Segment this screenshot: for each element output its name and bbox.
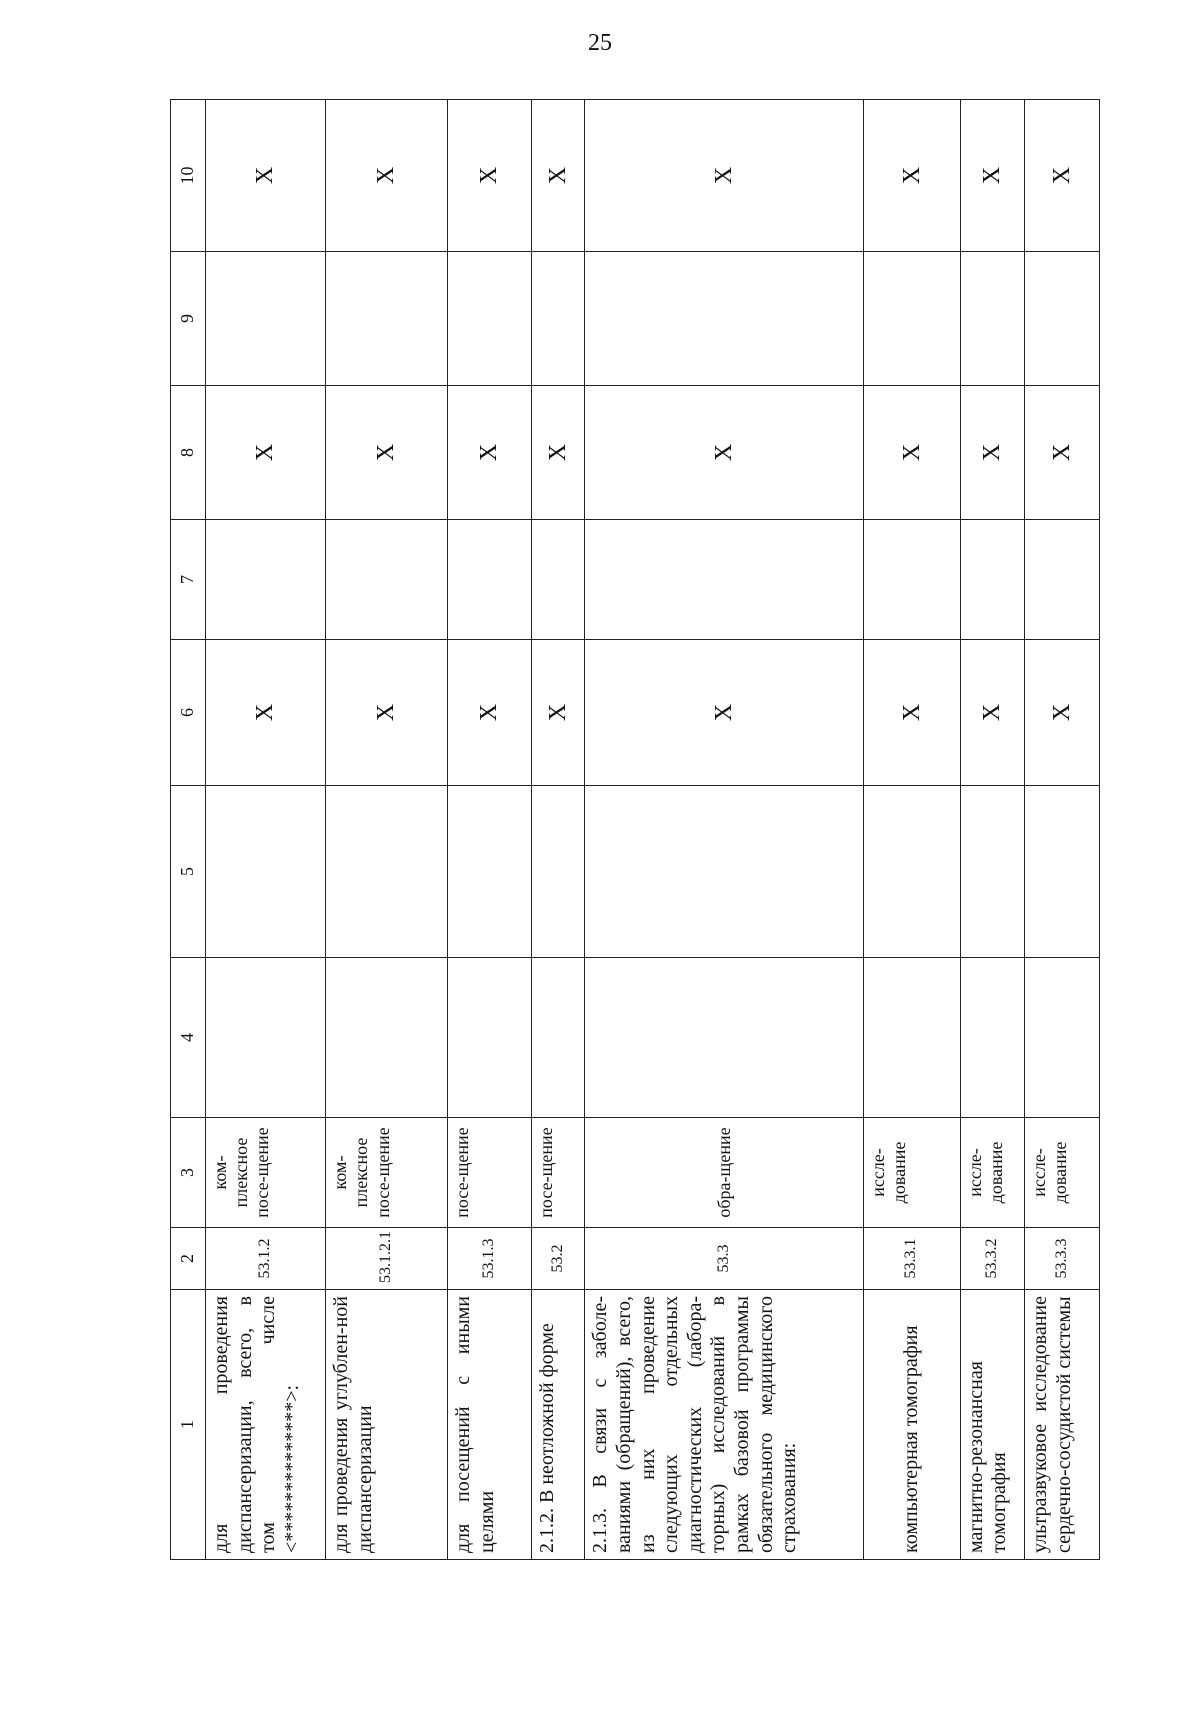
column-number-row — [171, 100, 206, 1560]
row-code: 53.1.2 — [206, 1228, 326, 1290]
page-number: 25 — [588, 30, 612, 56]
column-header: 7 — [171, 520, 206, 640]
column-header: 9 — [171, 252, 206, 386]
cell-col4 — [531, 958, 585, 1118]
row-code: 53.2 — [531, 1228, 585, 1290]
cell-col5 — [960, 786, 1024, 958]
cell-col6: X — [1024, 640, 1099, 786]
cell-col8: X — [585, 386, 864, 520]
cell-col4 — [326, 958, 448, 1118]
column-header: 5 — [171, 786, 206, 958]
cell-col7 — [448, 520, 532, 640]
table-row — [1024, 100, 1099, 1560]
cell-col9 — [326, 252, 448, 386]
cell-col10: X — [1024, 100, 1099, 252]
row-unit: иссле-дование — [864, 1118, 960, 1228]
cell-col4 — [960, 958, 1024, 1118]
row-code: 53.1.2.1 — [326, 1228, 448, 1290]
cell-col6: X — [864, 640, 960, 786]
cell-col10: X — [960, 100, 1024, 252]
rotated-table-frame — [170, 100, 1100, 1560]
row-name: 2.1.2. В неотложной форме — [531, 1290, 585, 1560]
cell-col6: X — [960, 640, 1024, 786]
column-header: 3 — [171, 1118, 206, 1228]
cell-col7 — [960, 520, 1024, 640]
table-container — [170, 100, 1100, 1560]
cell-col8: X — [960, 386, 1024, 520]
cell-col5 — [864, 786, 960, 958]
cell-col7 — [864, 520, 960, 640]
table-row — [960, 100, 1024, 1560]
row-code: 53.3.3 — [1024, 1228, 1099, 1290]
row-unit: посе-щение — [531, 1118, 585, 1228]
row-code: 53.3.2 — [960, 1228, 1024, 1290]
column-header: 6 — [171, 640, 206, 786]
row-name: для проведения углублен-ной диспансеризации — [326, 1290, 448, 1560]
cell-col7 — [326, 520, 448, 640]
cell-col5 — [1024, 786, 1099, 958]
table-row — [326, 100, 448, 1560]
cell-col9 — [960, 252, 1024, 386]
cell-col4 — [864, 958, 960, 1118]
cell-col6: X — [585, 640, 864, 786]
row-name: 2.1.3. В связи с заболе-ваниями (обращений), всего, из них проведение следующих отдельных диагностических (лабора-торных) исследований в рамках базовой программы обязательного медицинского страхования: — [585, 1290, 864, 1560]
row-code: 53.3 — [585, 1228, 864, 1290]
cell-col9 — [206, 252, 326, 386]
cell-col4 — [1024, 958, 1099, 1118]
cell-col8: X — [448, 386, 532, 520]
cell-col10: X — [585, 100, 864, 252]
cell-col8: X — [326, 386, 448, 520]
cell-col6: X — [206, 640, 326, 786]
row-unit: посе-щение — [448, 1118, 532, 1228]
cell-col10: X — [448, 100, 532, 252]
cell-col5 — [326, 786, 448, 958]
table-row — [206, 100, 326, 1560]
cell-col9 — [448, 252, 532, 386]
cell-col7 — [531, 520, 585, 640]
cell-col8: X — [531, 386, 585, 520]
cell-col10: X — [531, 100, 585, 252]
row-code: 53.1.3 — [448, 1228, 532, 1290]
row-unit: ком-плексное посе-щение — [206, 1118, 326, 1228]
row-unit: обра-щение — [585, 1118, 864, 1228]
cell-col6: X — [531, 640, 585, 786]
cell-col10: X — [326, 100, 448, 252]
row-unit: иссле-дование — [1024, 1118, 1099, 1228]
row-name: для проведения диспансеризации, всего, в том числе <**************>: — [206, 1290, 326, 1560]
cell-col9 — [531, 252, 585, 386]
table-row — [531, 100, 585, 1560]
column-header: 1 — [171, 1290, 206, 1560]
cell-col8: X — [864, 386, 960, 520]
row-name: магнитно-резонансная томография — [960, 1290, 1024, 1560]
table-row — [448, 100, 532, 1560]
cell-col7 — [206, 520, 326, 640]
cell-col4 — [585, 958, 864, 1118]
data-table — [170, 99, 1100, 1560]
cell-col4 — [206, 958, 326, 1118]
cell-col5 — [531, 786, 585, 958]
row-code: 53.3.1 — [864, 1228, 960, 1290]
column-header: 8 — [171, 386, 206, 520]
cell-col8: X — [206, 386, 326, 520]
cell-col7 — [1024, 520, 1099, 640]
cell-col7 — [585, 520, 864, 640]
row-unit: ком-плексное посе-щение — [326, 1118, 448, 1228]
cell-col4 — [448, 958, 532, 1118]
cell-col6: X — [448, 640, 532, 786]
cell-col6: X — [326, 640, 448, 786]
column-header: 10 — [171, 100, 206, 252]
column-header: 2 — [171, 1228, 206, 1290]
cell-col5 — [448, 786, 532, 958]
cell-col9 — [585, 252, 864, 386]
cell-col8: X — [1024, 386, 1099, 520]
table-row — [864, 100, 960, 1560]
cell-col10: X — [864, 100, 960, 252]
row-name: для посещений с иными целями — [448, 1290, 532, 1560]
cell-col9 — [864, 252, 960, 386]
row-name: компьютерная томография — [864, 1290, 960, 1560]
cell-col9 — [1024, 252, 1099, 386]
cell-col5 — [585, 786, 864, 958]
cell-col10: X — [206, 100, 326, 252]
table-row — [585, 100, 864, 1560]
column-header: 4 — [171, 958, 206, 1118]
row-unit: иссле-дование — [960, 1118, 1024, 1228]
row-name: ультразвуковое исследование сердечно-сосудистой системы — [1024, 1290, 1099, 1560]
cell-col5 — [206, 786, 326, 958]
